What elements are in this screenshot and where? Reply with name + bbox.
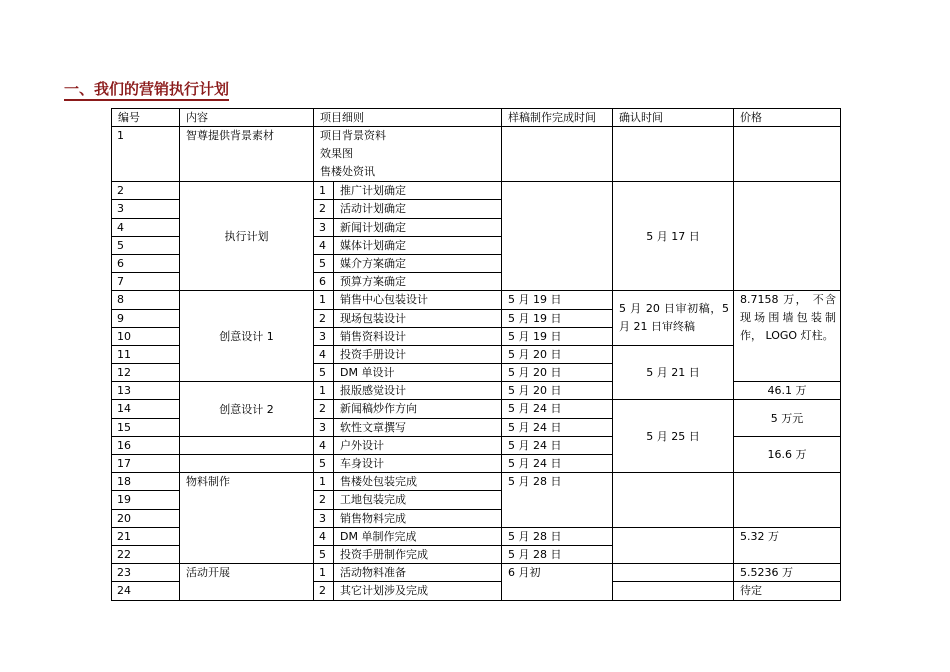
row-detail: 投资手册设计 (334, 345, 502, 363)
row-num: 24 (112, 582, 180, 600)
table-row (112, 564, 841, 582)
row-detail: 预算方案确定 (334, 273, 502, 291)
row-sample-time (502, 182, 613, 291)
page-heading: 一、我们的营销执行计划 (64, 80, 229, 101)
row-confirm-time (613, 582, 734, 600)
row-sample-time (502, 127, 613, 182)
group-activity: 活动开展 (180, 564, 314, 600)
row-sub: 1 (314, 473, 334, 491)
row-detail (314, 127, 502, 182)
row-price (734, 182, 841, 291)
confirm-exec: 5 月 17 日 (613, 182, 734, 291)
row-sub: 2 (314, 582, 334, 600)
row-sub: 3 (314, 418, 334, 436)
price-p24: 待定 (734, 582, 841, 600)
row-num: 4 (112, 218, 180, 236)
row-sample-time: 5 月 24 日 (502, 400, 613, 418)
row-sub: 1 (314, 291, 334, 309)
price-p14: 5 万元 (734, 400, 841, 436)
row-sample-time: 5 月 19 日 (502, 309, 613, 327)
row-num: 3 (112, 200, 180, 218)
row-sample-time: 5 月 24 日 (502, 455, 613, 473)
row-sub: 3 (314, 218, 334, 236)
row-sub: 6 (314, 273, 334, 291)
row-detail: 车身设计 (334, 455, 502, 473)
marketing-plan-table (111, 108, 841, 601)
row-sub: 5 (314, 455, 334, 473)
row-sub: 2 (314, 309, 334, 327)
row-confirm-time (613, 564, 734, 582)
confirm-c11: 5 月 21 日 (613, 345, 734, 400)
group-creative1: 创意设计 1 (180, 291, 314, 382)
row-sub: 4 (314, 345, 334, 363)
detail-line: 售楼处资讯 (320, 165, 375, 179)
row-sample-time: 5 月 20 日 (502, 364, 613, 382)
row-sub: 5 (314, 545, 334, 563)
row-sub: 3 (314, 327, 334, 345)
row-num: 9 (112, 309, 180, 327)
row-sub: 2 (314, 400, 334, 418)
row-num: 5 (112, 236, 180, 254)
row-detail: 新闻稿炒作方向 (334, 400, 502, 418)
row-detail: 户外设计 (334, 436, 502, 454)
row-sample-time: 5 月 28 日 (502, 527, 613, 545)
row-content (180, 455, 314, 473)
row-num: 21 (112, 527, 180, 545)
row-detail: 销售资料设计 (334, 327, 502, 345)
confirm-review-dates: 5 月 20 日审初稿，5 月 21 日审终稿 (613, 291, 734, 346)
row-detail: 报版感觉设计 (334, 382, 502, 400)
price-p23: 5.5236 万 (734, 564, 841, 582)
row-detail: 投资手册制作完成 (334, 545, 502, 563)
row-sub: 2 (314, 200, 334, 218)
header-num: 编号 (112, 109, 180, 127)
table-row (112, 291, 841, 309)
detail-line: 效果图 (320, 147, 353, 161)
detail-line: 项目背景资料 (320, 129, 386, 143)
row-sub: 1 (314, 382, 334, 400)
row-content: 智尊提供背景素材 (180, 127, 314, 182)
row-sample-time: 5 月 28 日 (502, 545, 613, 563)
row-confirm-time (613, 527, 734, 563)
row-num: 7 (112, 273, 180, 291)
row-sub: 4 (314, 436, 334, 454)
row-num: 19 (112, 491, 180, 509)
row-price (734, 127, 841, 182)
group-material: 物料制作 (180, 473, 314, 564)
header-confirm-time: 确认时间 (613, 109, 734, 127)
row-num: 13 (112, 382, 180, 400)
row-num: 1 (112, 127, 180, 182)
row-sub: 1 (314, 564, 334, 582)
row-detail: 推广计划确定 (334, 182, 502, 200)
row-detail: DM 单设计 (334, 364, 502, 382)
row-detail: 现场包装设计 (334, 309, 502, 327)
confirm-c14: 5 月 25 日 (613, 400, 734, 473)
header-price: 价格 (734, 109, 841, 127)
row-num: 16 (112, 436, 180, 454)
table-row (112, 182, 841, 200)
table-header-row (112, 109, 841, 127)
header-sample-time: 样稿制作完成时间 (502, 109, 613, 127)
row-sample-time: 5 月 20 日 (502, 382, 613, 400)
row-detail: DM 单制作完成 (334, 527, 502, 545)
table-row (112, 127, 841, 182)
row-price (734, 473, 841, 528)
row-sample-time: 5 月 28 日 (502, 473, 613, 528)
row-content (180, 436, 314, 454)
row-num: 20 (112, 509, 180, 527)
row-detail: 其它计划涉及完成 (334, 582, 502, 600)
row-sample-time: 5 月 20 日 (502, 345, 613, 363)
row-num: 2 (112, 182, 180, 200)
row-num: 11 (112, 345, 180, 363)
row-sample-time: 5 月 24 日 (502, 436, 613, 454)
row-num: 23 (112, 564, 180, 582)
price-p8: 8.7158 万， 不含现场围墙包装制作， LOGO 灯柱。 (734, 291, 841, 382)
row-sample-time: 6 月初 (502, 564, 613, 600)
header-detail: 项目细则 (314, 109, 502, 127)
price-p16: 16.6 万 (734, 436, 841, 472)
row-sample-time: 5 月 19 日 (502, 327, 613, 345)
row-detail: 销售中心包装设计 (334, 291, 502, 309)
row-detail: 活动物料准备 (334, 564, 502, 582)
row-detail: 售楼处包装完成 (334, 473, 502, 491)
row-detail: 工地包装完成 (334, 491, 502, 509)
row-detail: 新闻计划确定 (334, 218, 502, 236)
row-sub: 3 (314, 509, 334, 527)
row-detail: 媒介方案确定 (334, 254, 502, 272)
row-num: 6 (112, 254, 180, 272)
row-sub: 2 (314, 491, 334, 509)
row-sample-time: 5 月 19 日 (502, 291, 613, 309)
row-confirm-time (613, 473, 734, 528)
group-exec: 执行计划 (180, 182, 314, 291)
row-sub: 4 (314, 236, 334, 254)
price-p13: 46.1 万 (734, 382, 841, 400)
row-sub: 5 (314, 254, 334, 272)
row-num: 18 (112, 473, 180, 491)
row-sub: 4 (314, 527, 334, 545)
row-sub: 5 (314, 364, 334, 382)
row-num: 14 (112, 400, 180, 418)
row-detail: 媒体计划确定 (334, 236, 502, 254)
header-content: 内容 (180, 109, 314, 127)
row-num: 10 (112, 327, 180, 345)
price-p21: 5.32 万 (734, 527, 841, 563)
table-row (112, 473, 841, 491)
row-num: 17 (112, 455, 180, 473)
row-detail: 销售物料完成 (334, 509, 502, 527)
row-detail: 活动计划确定 (334, 200, 502, 218)
row-sub: 1 (314, 182, 334, 200)
row-confirm-time (613, 127, 734, 182)
row-num: 15 (112, 418, 180, 436)
row-num: 8 (112, 291, 180, 309)
row-sample-time: 5 月 24 日 (502, 418, 613, 436)
row-detail: 软性文章撰写 (334, 418, 502, 436)
row-num: 12 (112, 364, 180, 382)
row-num: 22 (112, 545, 180, 563)
group-creative2: 创意设计 2 (180, 382, 314, 437)
